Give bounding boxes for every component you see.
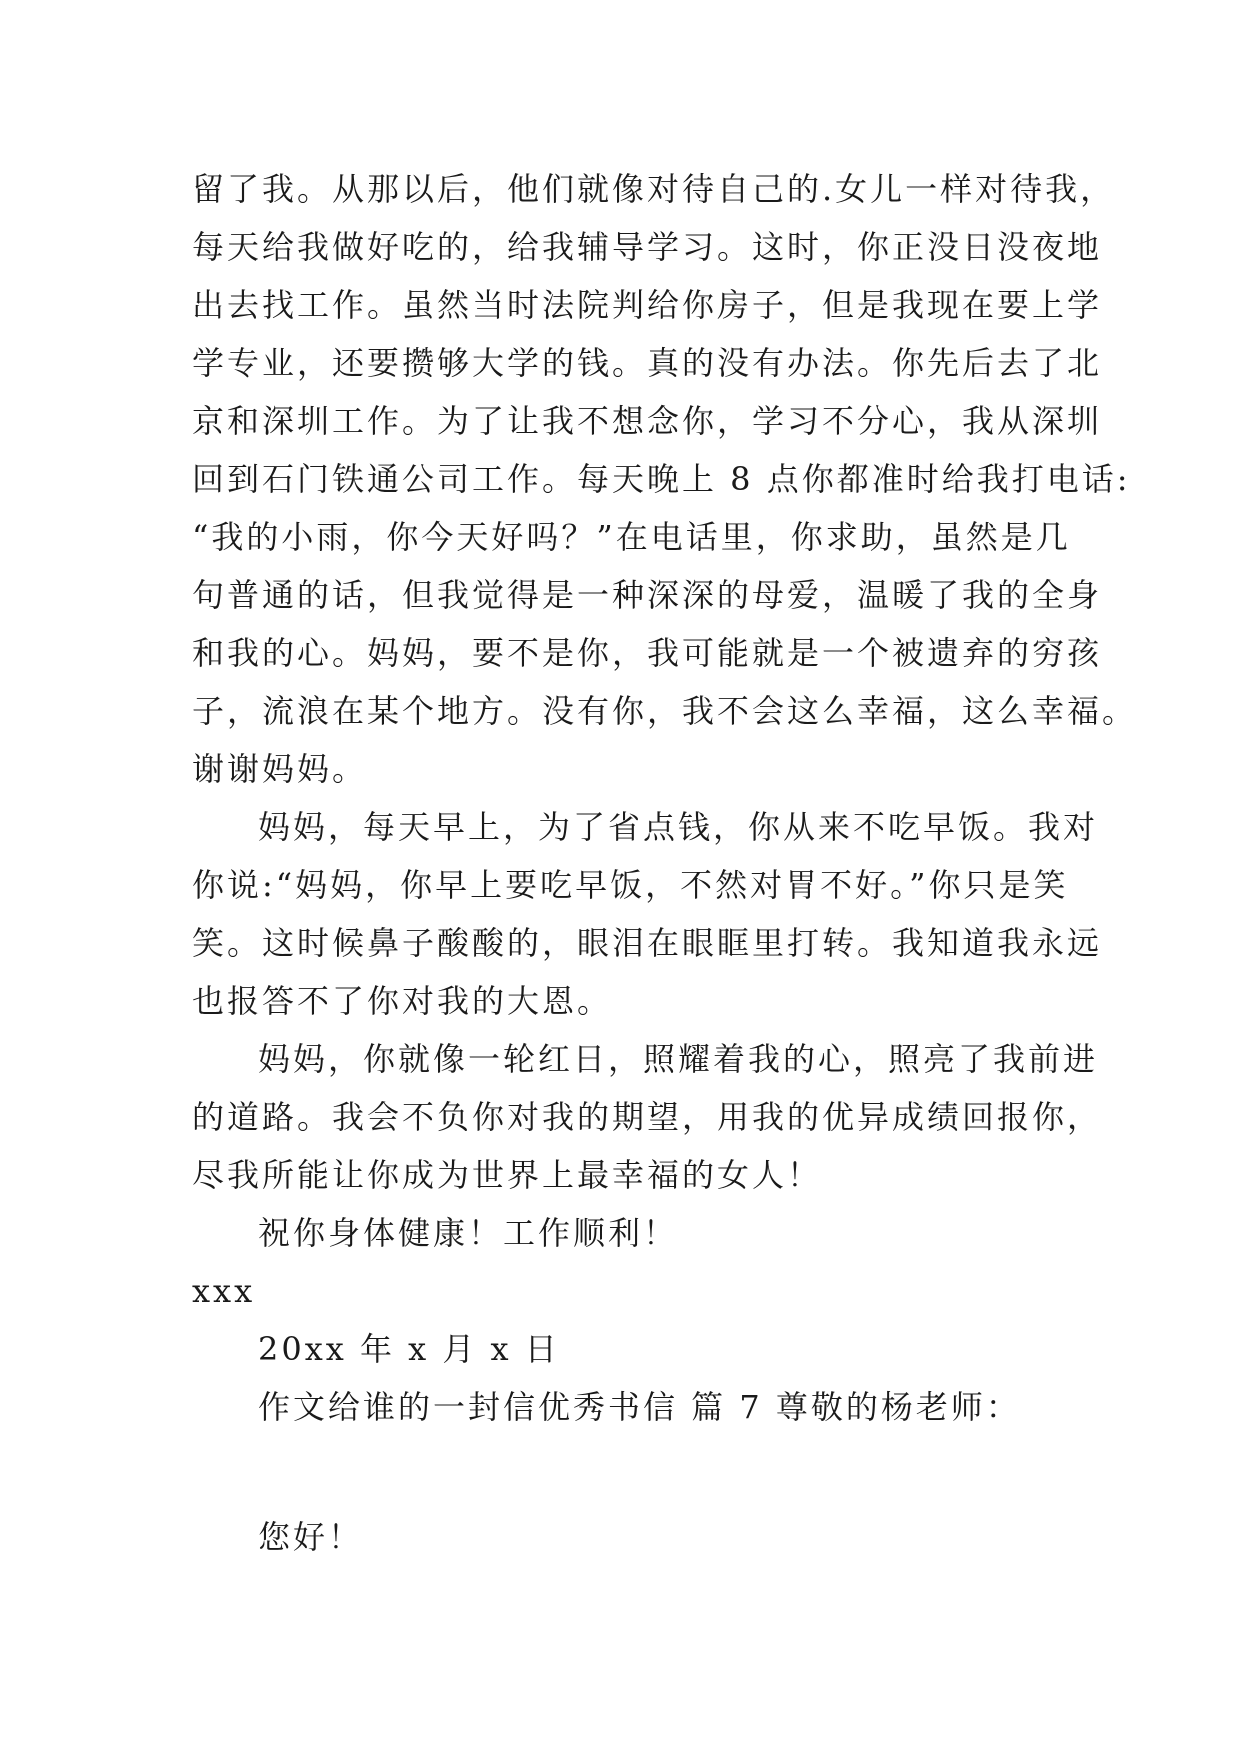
text-line-16: 妈妈，你就像一轮红日，照耀着我的心，照亮了我前进 [258,1040,1099,1078]
text-line-12: 妈妈，每天早上，为了省点钱，你从来不吃早饭。我对 [258,808,1099,846]
text-line-1: 留了我。从那以后，他们就像对待自己的.女儿一样对待我， [192,170,1116,208]
text-line-10: 子，流浪在某个地方。没有你，我不会这么幸福，这么幸福。 [192,692,1138,730]
text-line-18: 尽我所能让你成为世界上最幸福的女人！ [192,1156,823,1194]
text-line-15: 也报答不了你对我的大恩。 [192,982,613,1020]
text-line-7: “我的小雨，你今天好吗？”在电话里，你求助，虽然是几 [192,518,1071,556]
text-line-4: 学专业，还要攒够大学的钱。真的没有办法。你先后去了北 [192,344,1103,382]
text-line-14: 笑。这时候鼻子酸酸的，眼泪在眼眶里打转。我知道我永远 [192,924,1103,962]
text-line-9: 和我的心。妈妈，要不是你，我可能就是一个被遗弃的穷孩 [192,634,1103,672]
text-line-8: 句普通的话，但我觉得是一种深深的母爱，温暖了我的全身 [192,576,1103,614]
text-line-17: 的道路。我会不负你对我的期望，用我的优异成绩回报你， [192,1098,1103,1136]
letter-body [192,160,1138,1566]
greeting: 您好！ [258,1518,364,1556]
signature: xxx [192,1272,256,1310]
text-line-5: 京和深圳工作。为了让我不想念你，学习不分心，我从深圳 [192,402,1103,440]
text-line-3: 出去找工作。虽然当时法院判给你房子，但是我现在要上学 [192,286,1103,324]
closing-wish: 祝你身体健康！工作顺利！ [258,1214,679,1252]
next-letter-heading: 作文给谁的一封信优秀书信 篇 7 尊敬的杨老师： [258,1388,1021,1426]
text-line-11: 谢谢妈妈。 [192,750,368,788]
spacer [192,1436,1072,1508]
text-line-6: 回到石门铁通公司工作。每天晚上 8 点你都准时给我打电话: [192,460,1131,498]
text-line-2: 每天给我做好吃的，给我辅导学习。这时，你正没日没夜地 [192,228,1103,266]
text-line-13: 你说:“妈妈，你早上要吃早饭，不然对胃不好。”你只是笑 [192,866,1069,904]
letter-date: 20xx 年 x 月 x 日 [258,1330,560,1368]
